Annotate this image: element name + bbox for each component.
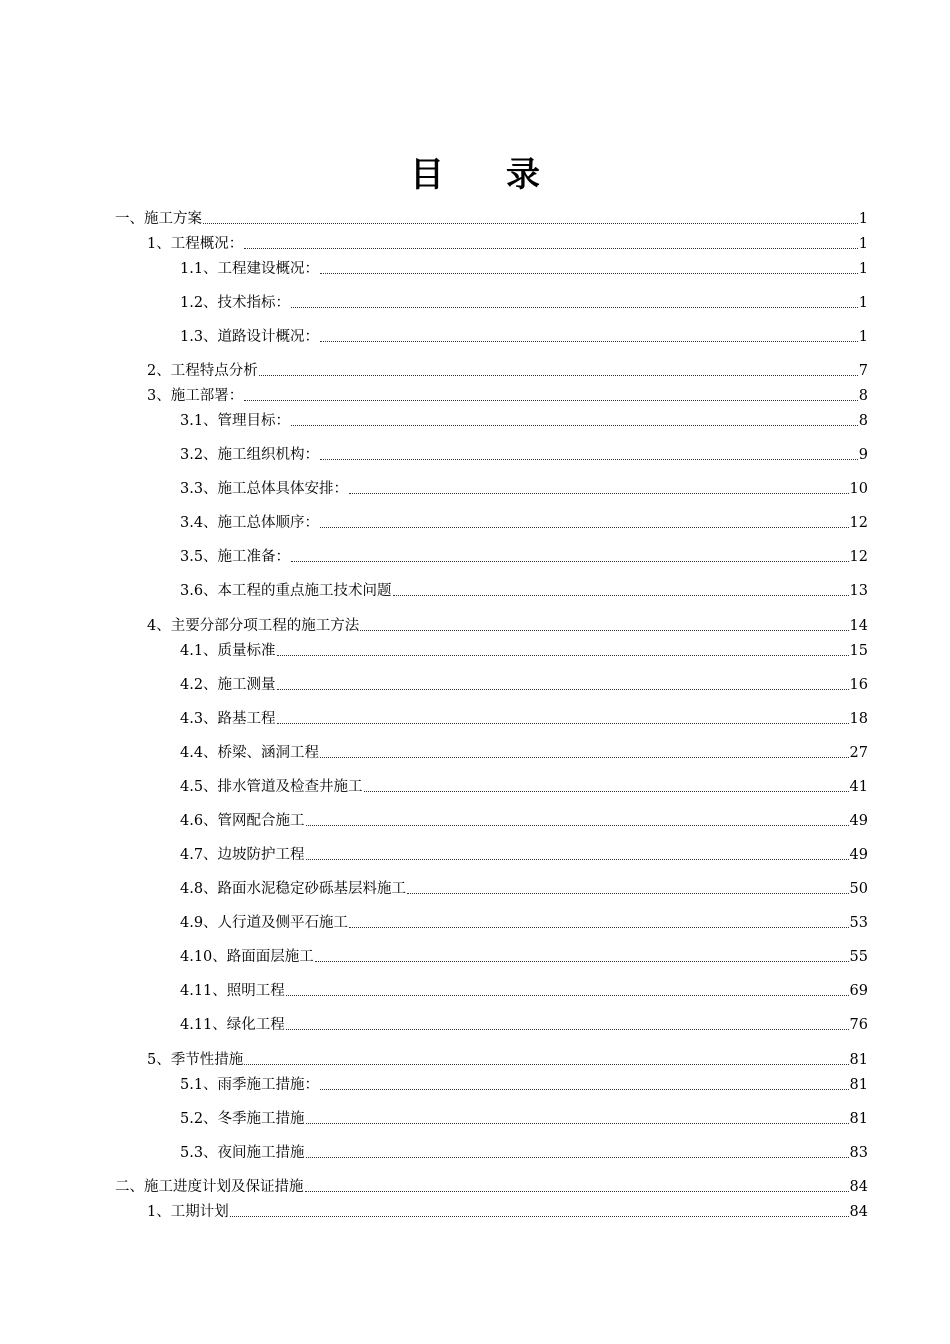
toc-entry-page-number: 49 [849, 847, 868, 863]
toc-entry-page-number: 55 [849, 949, 868, 965]
toc-dot-leader [320, 341, 858, 342]
toc-entry-label: 4.6、管网配合施工 [180, 813, 305, 829]
toc-entry-page-number: 9 [858, 447, 868, 463]
toc-entry-label: 4.3、路基工程 [180, 711, 276, 727]
toc-entry[interactable] [147, 1199, 868, 1221]
toc-dot-leader [259, 375, 858, 376]
toc-entry-page-number: 27 [849, 745, 868, 761]
toc-entry[interactable] [115, 1174, 868, 1196]
toc-entry[interactable] [115, 206, 868, 228]
toc-dot-leader [315, 961, 849, 962]
toc-entry-page-number: 81 [849, 1077, 868, 1093]
toc-entry-page-number: 1 [858, 236, 868, 252]
title-char-2: 录 [506, 155, 540, 195]
toc-entry[interactable] [180, 910, 868, 932]
toc-dot-leader [291, 307, 858, 308]
toc-entry-page-number: 81 [849, 1111, 868, 1127]
toc-entry-label: 4.9、人行道及侧平石施工 [180, 915, 349, 931]
toc-entry-label: 4.5、排水管道及检查井施工 [180, 779, 363, 795]
toc-dot-leader [277, 689, 849, 690]
toc-entry-page-number: 1 [858, 261, 868, 277]
toc-dot-leader [320, 757, 848, 758]
toc-dot-leader [277, 723, 849, 724]
toc-entry-label: 3.1、管理目标： [180, 413, 291, 429]
toc-dot-leader [349, 493, 848, 494]
toc-entry[interactable] [180, 290, 868, 312]
toc-entry-page-number: 7 [858, 363, 868, 379]
toc-dot-leader [320, 459, 858, 460]
toc-dot-leader [306, 1123, 849, 1124]
toc-entry[interactable] [180, 408, 868, 430]
toc-dot-leader [291, 561, 848, 562]
toc-dot-leader [306, 825, 849, 826]
toc-entry[interactable] [180, 944, 868, 966]
toc-entry-label: 4.11、照明工程 [180, 983, 285, 999]
toc-entry[interactable] [180, 1012, 868, 1034]
toc-entry[interactable] [180, 1072, 868, 1094]
toc-entry[interactable] [180, 324, 868, 346]
toc-entry-page-number: 69 [849, 983, 868, 999]
toc-entry-label: 4.7、边坡防护工程 [180, 847, 305, 863]
toc-entry-label: 3.4、施工总体顺序： [180, 515, 320, 531]
toc-dot-leader [320, 273, 858, 274]
toc-entry-label: 3.3、施工总体具体安排： [180, 481, 349, 497]
toc-entry[interactable] [180, 842, 868, 864]
toc-entry-page-number: 8 [858, 388, 868, 404]
toc-entry-label: 4.11、绿化工程 [180, 1017, 285, 1033]
toc-entry-label: 4.2、施工测量 [180, 677, 276, 693]
toc-dot-leader [306, 1157, 849, 1158]
toc-entry[interactable] [180, 544, 868, 566]
toc-entry-label: 1、工程概况： [147, 236, 244, 252]
toc-dot-leader [203, 223, 858, 224]
toc-entry-page-number: 76 [849, 1017, 868, 1033]
toc-entry-page-number: 1 [858, 329, 868, 345]
toc-entry-label: 4.1、质量标准 [180, 643, 276, 659]
title-char-1: 目 [410, 155, 444, 195]
toc-dot-leader [305, 1191, 849, 1192]
toc-entry[interactable] [147, 358, 868, 380]
toc-dot-leader [286, 995, 849, 996]
toc-entry-page-number: 81 [849, 1052, 868, 1068]
toc-entry-page-number: 50 [849, 881, 868, 897]
toc-entry-page-number: 15 [849, 643, 868, 659]
toc-dot-leader [291, 425, 858, 426]
toc-dot-leader [230, 1216, 849, 1217]
toc-entry[interactable] [180, 774, 868, 796]
toc-dot-leader [407, 893, 848, 894]
toc-entry-label: 3.2、施工组织机构： [180, 447, 320, 463]
toc-entry-page-number: 41 [849, 779, 868, 795]
toc-dot-leader [244, 400, 858, 401]
toc-entry-page-number: 16 [849, 677, 868, 693]
toc-entry-page-number: 84 [849, 1204, 868, 1220]
toc-entry-page-number: 49 [849, 813, 868, 829]
toc-entry-page-number: 8 [858, 413, 868, 429]
toc-entry[interactable] [180, 578, 868, 600]
toc-entry[interactable] [180, 672, 868, 694]
toc-entry-label: 一、施工方案 [115, 211, 202, 227]
toc-entry[interactable] [180, 808, 868, 830]
toc-dot-leader [360, 630, 848, 631]
toc-entry[interactable] [180, 256, 868, 278]
toc-entry-page-number: 1 [858, 295, 868, 311]
toc-entry-label: 5、季节性措施 [147, 1052, 244, 1068]
toc-entry[interactable] [180, 476, 868, 498]
toc-entry-label: 3.6、本工程的重点施工技术问题 [180, 583, 392, 599]
toc-dot-leader [306, 859, 849, 860]
toc-entry[interactable] [147, 1047, 868, 1069]
toc-entry-label: 1.3、道路设计概况： [180, 329, 320, 345]
toc-entry[interactable] [180, 1106, 868, 1128]
toc-entry[interactable] [147, 383, 868, 405]
toc-entry-page-number: 18 [849, 711, 868, 727]
toc-dot-leader [320, 527, 848, 528]
toc-entry[interactable] [180, 706, 868, 728]
toc-dot-leader [244, 1064, 848, 1065]
toc-entry-label: 2、工程特点分析 [147, 363, 258, 379]
toc-entry-page-number: 84 [849, 1179, 868, 1195]
toc-entry-label: 5.3、夜间施工措施 [180, 1145, 305, 1161]
toc-entry-page-number: 83 [849, 1145, 868, 1161]
toc-entry-page-number: 53 [849, 915, 868, 931]
toc-entry-label: 4.8、路面水泥稳定砂砾基层料施工 [180, 881, 407, 897]
toc-entry[interactable] [180, 1140, 868, 1162]
toc-entry-label: 4.4、桥梁、涵洞工程 [180, 745, 320, 761]
toc-entry-label: 4.10、路面面层施工 [180, 949, 314, 965]
toc-entry-label: 4、主要分部分项工程的施工方法 [147, 618, 360, 634]
toc-entry-page-number: 12 [849, 515, 868, 531]
toc-dot-leader [320, 1089, 848, 1090]
toc-dot-leader [364, 791, 849, 792]
toc-entry-page-number: 12 [849, 549, 868, 565]
toc-entry-page-number: 1 [858, 211, 868, 227]
toc-entry[interactable] [147, 231, 868, 253]
toc-entry-page-number: 13 [849, 583, 868, 599]
toc-entry-page-number: 14 [849, 618, 868, 634]
toc-entry-page-number: 10 [849, 481, 868, 497]
toc-entry[interactable] [180, 978, 868, 1000]
toc-entry-label: 1、工期计划 [147, 1204, 229, 1220]
toc-dot-leader [349, 927, 848, 928]
toc-entry[interactable] [180, 510, 868, 532]
toc-dot-leader [277, 655, 849, 656]
toc-entry-label: 3.5、施工准备： [180, 549, 291, 565]
toc-entry[interactable] [180, 442, 868, 464]
toc-entry[interactable] [180, 638, 868, 660]
toc-entry-label: 5.2、冬季施工措施 [180, 1111, 305, 1127]
toc-dot-leader [393, 595, 849, 596]
toc-entry-label: 3、施工部署： [147, 388, 244, 404]
toc-entry-label: 1.1、工程建设概况： [180, 261, 320, 277]
toc-entry[interactable] [180, 740, 868, 762]
toc-dot-leader [286, 1029, 849, 1030]
toc-dot-leader [244, 248, 858, 249]
toc-entry-label: 5.1、雨季施工措施： [180, 1077, 320, 1093]
toc-entry-label: 二、施工进度计划及保证措施 [115, 1179, 304, 1195]
toc-entry[interactable] [147, 613, 868, 635]
toc-entry[interactable] [180, 876, 868, 898]
toc-entry-label: 1.2、技术指标： [180, 295, 291, 311]
